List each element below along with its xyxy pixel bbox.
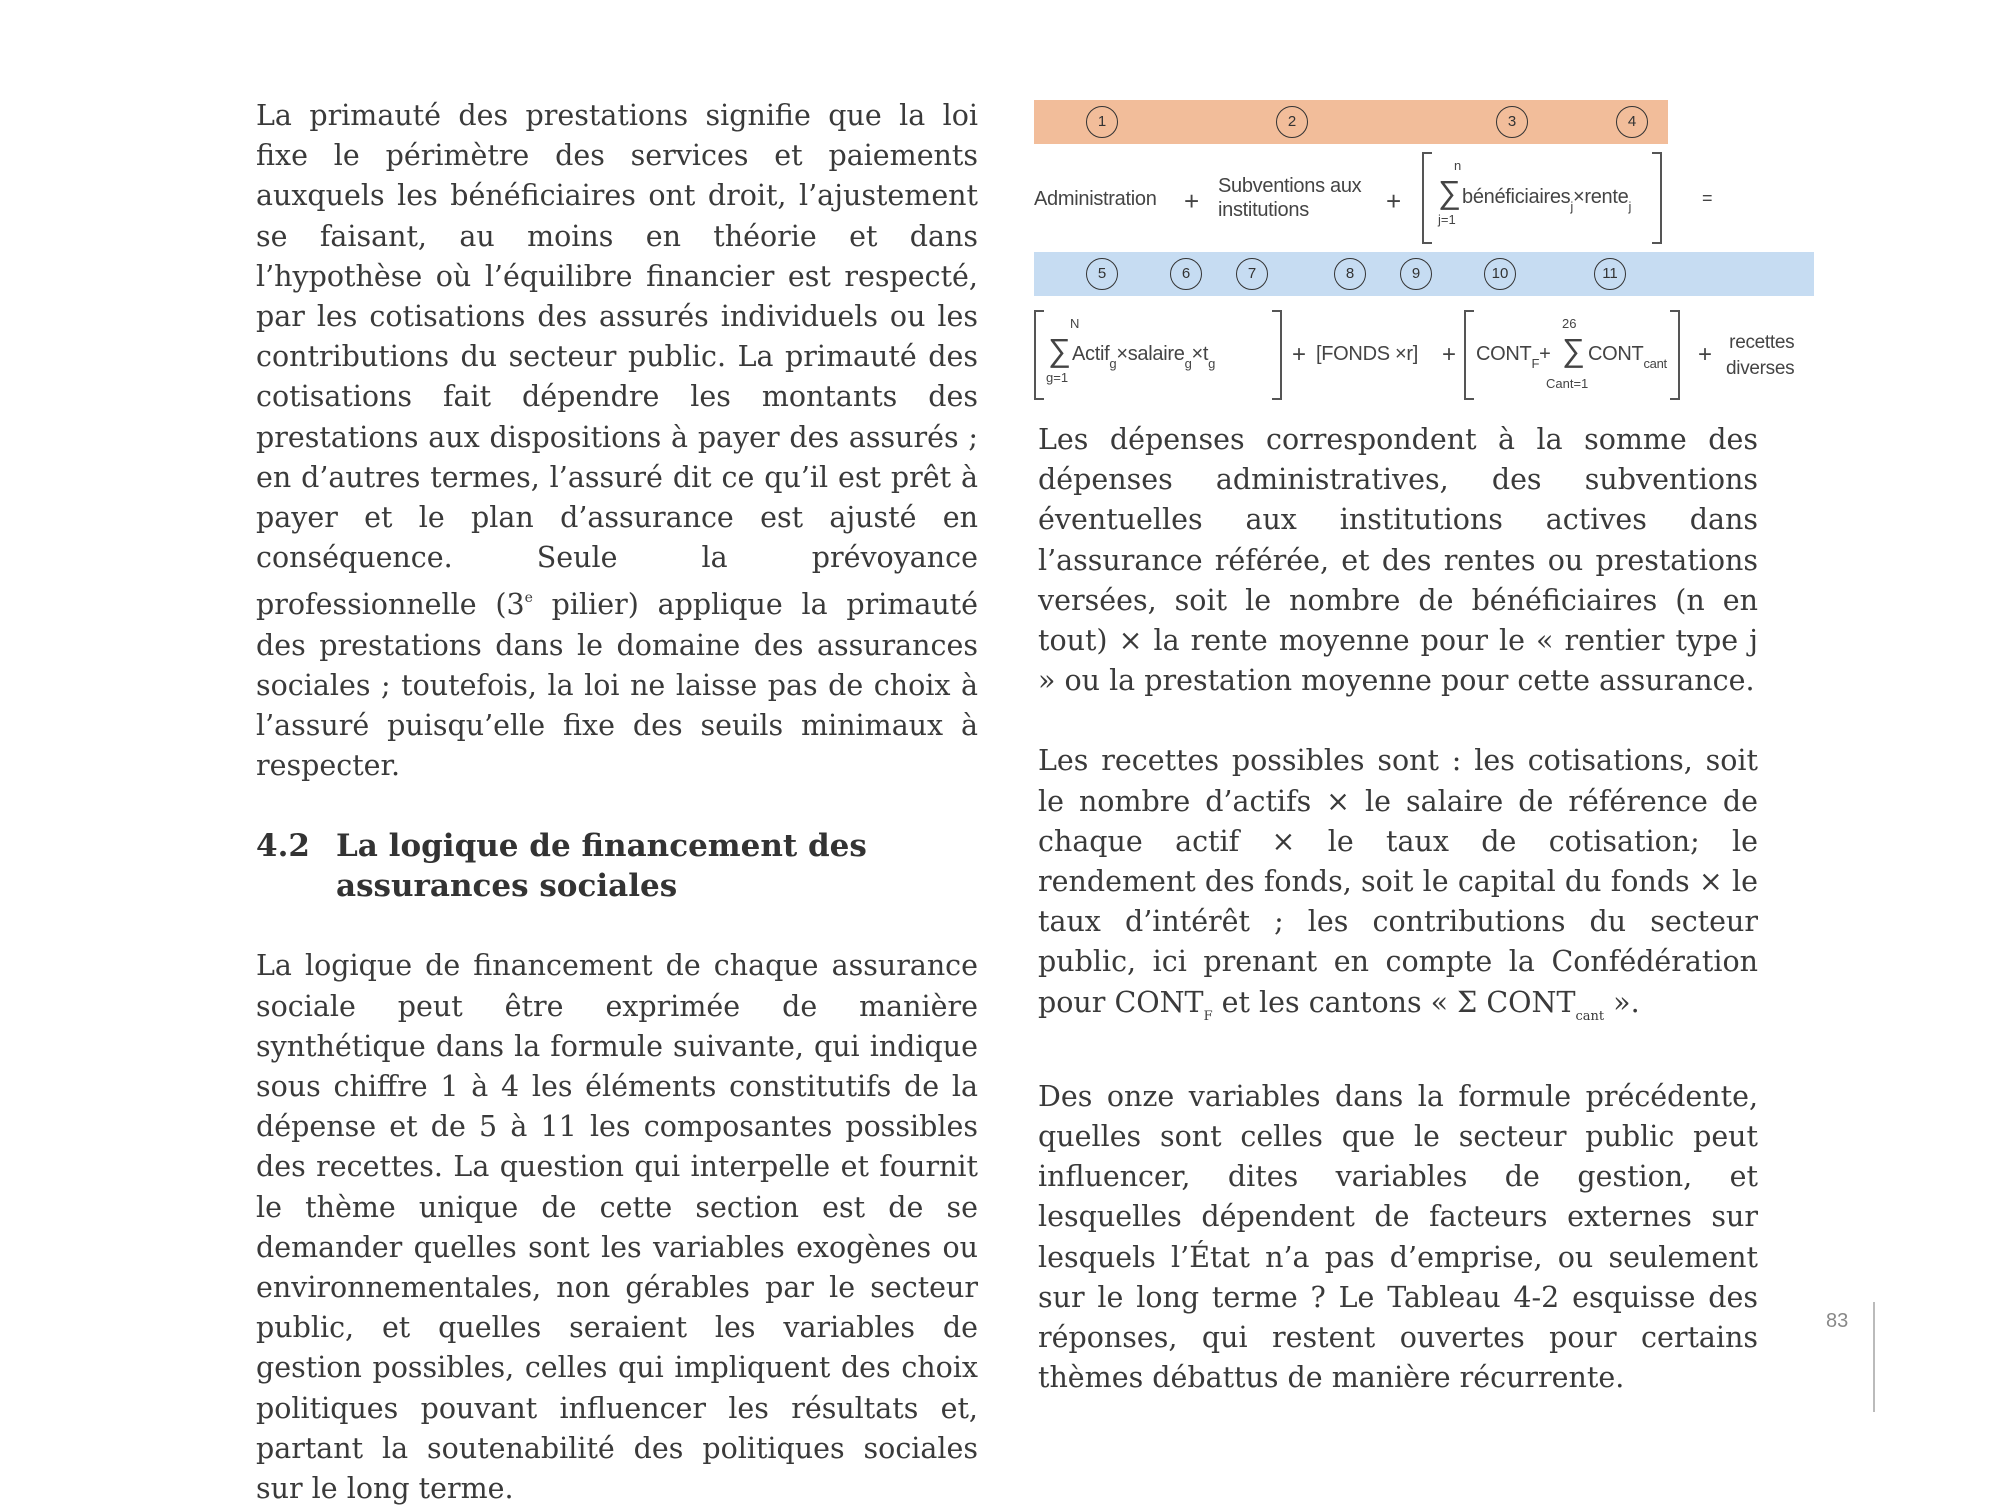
formula-number-4: 4	[1616, 106, 1648, 138]
bracket-right	[1670, 310, 1680, 400]
expense-band	[1034, 100, 1668, 144]
formula-number-2: 2	[1276, 106, 1308, 138]
left-column	[256, 96, 978, 1509]
formula-number-5: 5	[1086, 258, 1118, 290]
term-cont-cant: $CONT_{cant}$	[1588, 343, 1667, 371]
formula-number-9: 9	[1400, 258, 1432, 290]
term-fonds: [FONDS ×r]	[1316, 343, 1419, 365]
plus-sign: +	[1184, 186, 1199, 216]
section-number: 4.2	[256, 828, 310, 865]
plus-sign: +	[1292, 341, 1306, 368]
sum-upper-limit: 26	[1562, 316, 1577, 331]
term-actifs: $Actif_g\times salaire_g\times t_g$	[1072, 343, 1216, 371]
sum-symbol: ∑	[1048, 332, 1071, 368]
page-number: 83	[1826, 1310, 1849, 1332]
formula-number-1: 1	[1086, 106, 1118, 138]
sum-symbol: ∑	[1562, 332, 1585, 368]
paragraph-recettes: Les recettes possibles sont : les cotisations, soit le nombre d’actifs × le salaire de référence de chaque actif × le taux de cotisation; le rendement des fonds, soit le capital du fonds × le taux d’intérêt ; les contributions du secteur public, ici prenant en compte la Confédération pour $CONT_F$ et les cantons « Σ $CONT_{cant}$ ».	[1038, 744, 1758, 1024]
term-recettes-diverses: recettes diverses	[1726, 332, 1795, 379]
plus-sign: +	[1442, 341, 1456, 368]
financing-formula	[1034, 100, 1814, 400]
paragraph-primaute: La primauté des prestations signifie que la loi fixe le périmètre des services et paiements auxquels les bénéficiaires ont droit, l’ajustement se faisant, au moins en théorie et dans l’hypothèse où l’équilibre financier est respecté, par les cotisations des assurés individuels ou les contributions du secteur public. La primauté des cotisations fait dépendre les montants des prestations aux dispositions à payer des assurés ; en d’autres termes, l’assuré dit ce qu’il est prêt à payer et le plan d’assurance est ajusté en conséquence. Seule la prévoyance professionnelle (3e pilier) applique la primauté des prestations dans le domaine des assurances sociales ; toutefois, la loi ne laisse pas de choix à l’assuré puisqu’elle fixe des seuils minimaux à respecter.	[256, 99, 979, 783]
sum-lower-limit: Cant=1	[1546, 376, 1589, 391]
formula-number-6: 6	[1170, 258, 1202, 290]
bracket-left	[1034, 310, 1044, 400]
formula-number-3: 3	[1496, 106, 1528, 138]
sum-symbol: ∑	[1438, 174, 1461, 210]
plus-sign: +	[1386, 186, 1401, 216]
section-heading	[256, 826, 978, 906]
paragraph-logique: La logique de financement de chaque assurance sociale peut être exprimée de manière synthétique dans la formule suivante, qui indique sous chiffre 1 à 4 les éléments constitutifs de la dépense et de 5 à 11 les composantes possibles des recettes. La question qui interpelle et fournit le thème unique de cette section est de se demander quelles sont les variables exogènes ou environnementales, non gérables par le secteur public, et quelles seraient les variables de gestion possibles, celles qui impliquent des choix politiques pouvant influencer les résultats et, partant la soutenabilité des politiques sociales sur le long terme.	[256, 949, 978, 1506]
term-administration: Administration	[1034, 188, 1157, 210]
sum-upper-limit: N	[1070, 316, 1080, 331]
plus-sign: +	[1698, 341, 1712, 368]
sum-upper-limit: n	[1454, 158, 1462, 173]
bracket-right	[1272, 310, 1282, 400]
sum-lower-limit: j=1	[1438, 212, 1456, 227]
equals-sign: =	[1702, 188, 1713, 208]
bracket-right	[1652, 152, 1662, 244]
bracket-left	[1464, 310, 1474, 400]
paragraph-depenses: Les dépenses correspondent à la somme des dépenses administratives, des subventions éventuelles aux institutions actives dans l’assurance référée, et des rentes ou prestations versées, soit le nombre de bénéficiaires (n en tout) × la rente moyenne pour le « rentier type j » ou la prestation moyenne pour cette assurance.	[1038, 423, 1758, 698]
term-subventions: Subventions aux institutions	[1218, 175, 1362, 221]
right-column	[1038, 420, 1758, 1398]
term-beneficiaires: bénéficiaires$_j$×rente$_j$	[1462, 186, 1632, 214]
sum-lower-limit: g=1	[1046, 370, 1069, 385]
term-cont-f: $CONT_F+$	[1476, 343, 1551, 371]
formula-number-7: 7	[1236, 258, 1268, 290]
margin-rule	[1873, 1302, 1875, 1412]
formula-number-8: 8	[1334, 258, 1366, 290]
formula-number-11: 11	[1594, 258, 1626, 290]
bracket-left	[1422, 152, 1432, 244]
formula-number-10: 10	[1484, 258, 1516, 290]
paragraph-variables: Des onze variables dans la formule précédente, quelles sont celles que le secteur public peut influencer, dites variables de gestion, et lesquelles dépendent de facteurs externes sur lesquels l’État n’a pas d’emprise, ou seulement sur le long terme ? Le Tableau 4-2 esquisse des réponses, qui restent ouvertes pour certains thèmes débattus de manière récurrente.	[1038, 1079, 1758, 1395]
section-title: La logique de financement des assurances sociales	[336, 828, 867, 905]
